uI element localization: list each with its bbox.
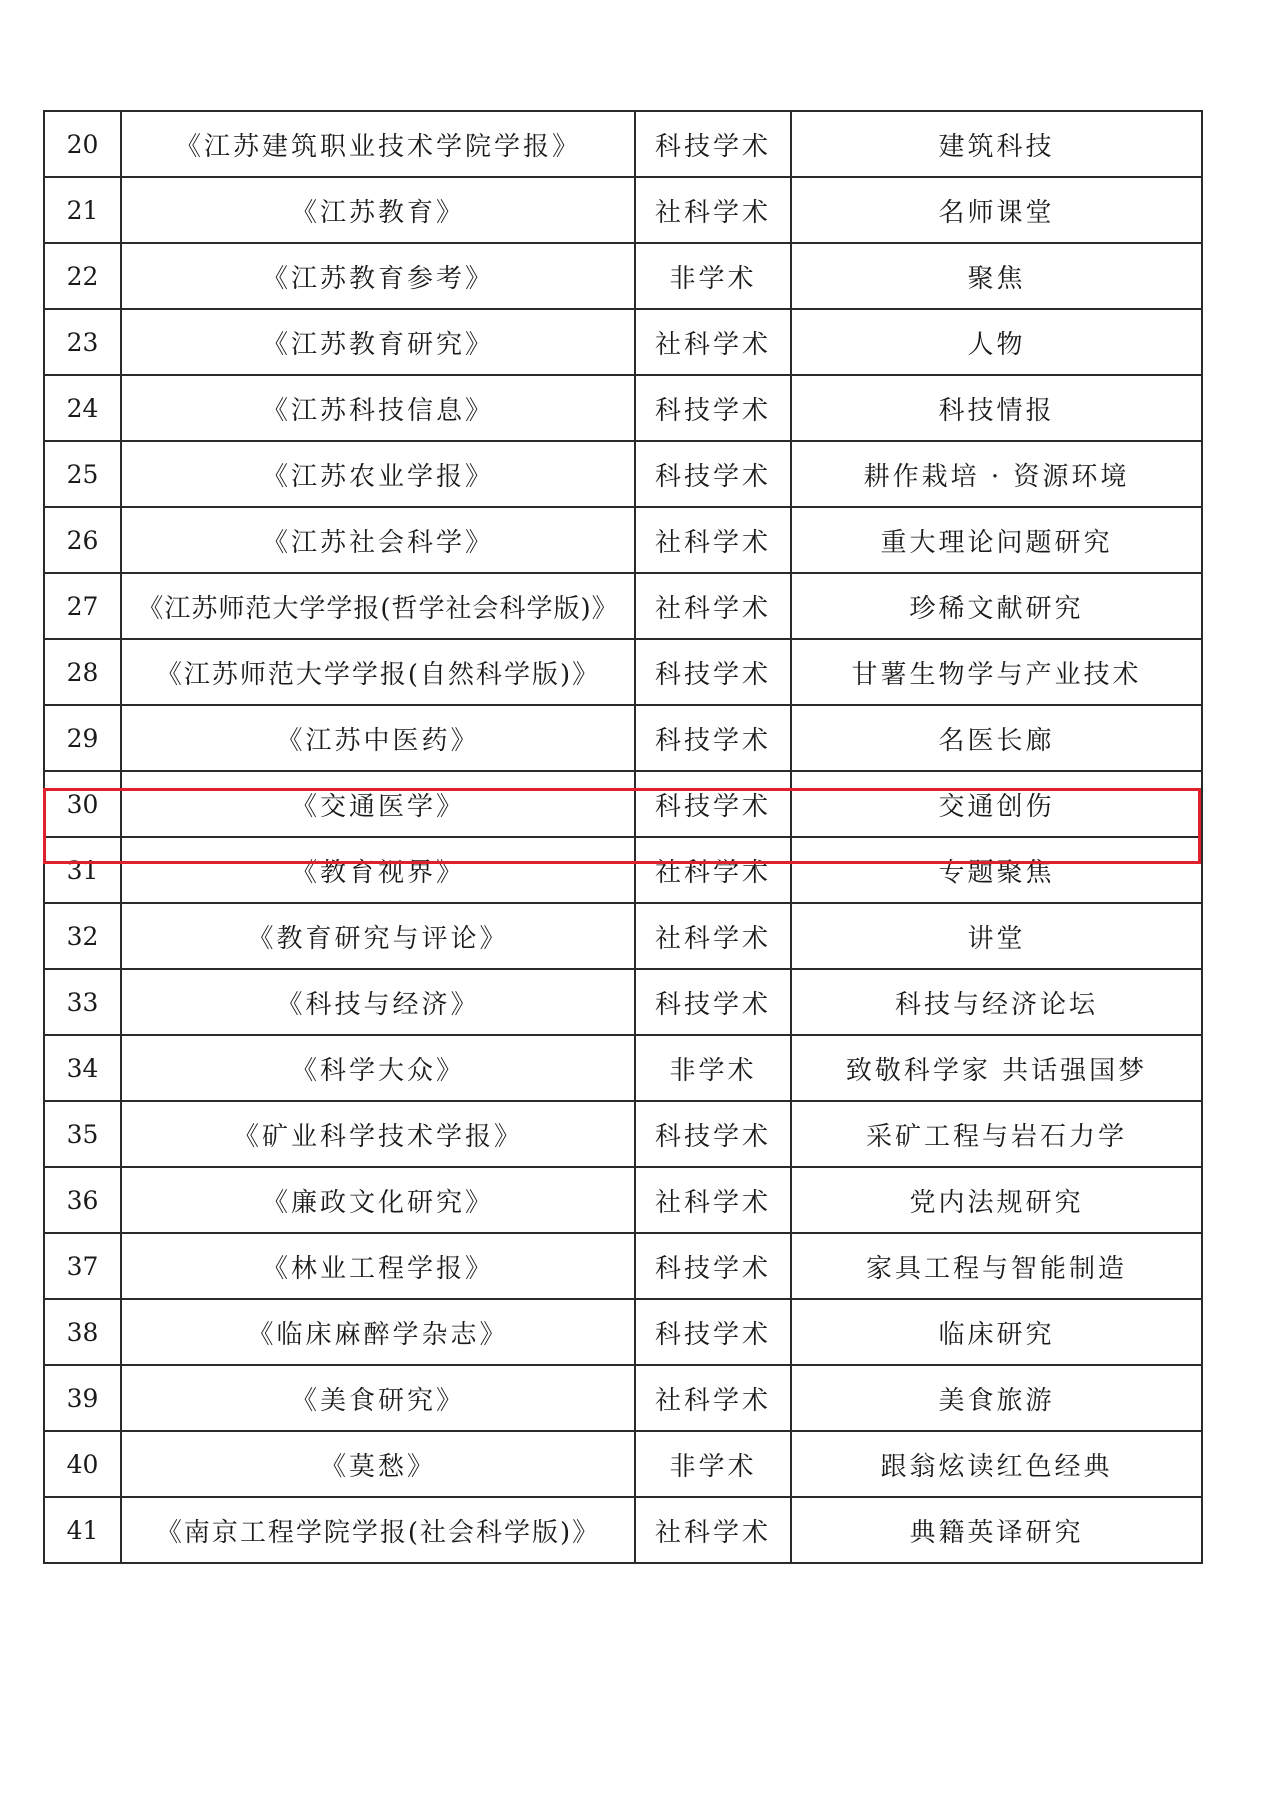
journal-category: 社科学术 bbox=[635, 177, 791, 243]
featured-column: 甘薯生物学与产业技术 bbox=[791, 639, 1202, 705]
journal-name: 《江苏师范大学学报(哲学社会科学版)》 bbox=[121, 573, 635, 639]
row-number: 32 bbox=[44, 903, 121, 969]
journal-name: 《江苏教育参考》 bbox=[121, 243, 635, 309]
featured-column: 典籍英译研究 bbox=[791, 1497, 1202, 1563]
journal-category: 社科学术 bbox=[635, 837, 791, 903]
journal-name: 《科学大众》 bbox=[121, 1035, 635, 1101]
journal-name: 《江苏农业学报》 bbox=[121, 441, 635, 507]
journal-category: 非学术 bbox=[635, 1035, 791, 1101]
journal-category: 社科学术 bbox=[635, 573, 791, 639]
row-number: 27 bbox=[44, 573, 121, 639]
journal-name: 《林业工程学报》 bbox=[121, 1233, 635, 1299]
row-number: 40 bbox=[44, 1431, 121, 1497]
journal-name: 《廉政文化研究》 bbox=[121, 1167, 635, 1233]
journal-name: 《交通医学》 bbox=[121, 771, 635, 837]
row-number: 37 bbox=[44, 1233, 121, 1299]
journal-name: 《莫愁》 bbox=[121, 1431, 635, 1497]
journal-category: 科技学术 bbox=[635, 1233, 791, 1299]
row-number: 34 bbox=[44, 1035, 121, 1101]
journal-name: 《江苏科技信息》 bbox=[121, 375, 635, 441]
journal-name: 《江苏中医药》 bbox=[121, 705, 635, 771]
featured-column: 讲堂 bbox=[791, 903, 1202, 969]
table-row bbox=[44, 1101, 1202, 1167]
row-number: 35 bbox=[44, 1101, 121, 1167]
table-row bbox=[44, 1365, 1202, 1431]
journal-category: 社科学术 bbox=[635, 1365, 791, 1431]
journal-category: 科技学术 bbox=[635, 441, 791, 507]
journal-name: 《江苏师范大学学报(自然科学版)》 bbox=[121, 639, 635, 705]
journal-name: 《科技与经济》 bbox=[121, 969, 635, 1035]
journal-category: 社科学术 bbox=[635, 507, 791, 573]
table-row bbox=[44, 1167, 1202, 1233]
row-number: 28 bbox=[44, 639, 121, 705]
featured-column: 采矿工程与岩石力学 bbox=[791, 1101, 1202, 1167]
journal-category: 社科学术 bbox=[635, 309, 791, 375]
row-number: 24 bbox=[44, 375, 121, 441]
row-number: 22 bbox=[44, 243, 121, 309]
journal-name: 《江苏教育研究》 bbox=[121, 309, 635, 375]
table-row bbox=[44, 639, 1202, 705]
featured-column: 科技情报 bbox=[791, 375, 1202, 441]
table-row bbox=[44, 441, 1202, 507]
table-row bbox=[44, 573, 1202, 639]
journal-name: 《矿业科学技术学报》 bbox=[121, 1101, 635, 1167]
journal-category: 非学术 bbox=[635, 1431, 791, 1497]
table-row-highlighted bbox=[44, 771, 1202, 837]
table-row bbox=[44, 1497, 1202, 1563]
table-row bbox=[44, 903, 1202, 969]
row-number: 26 bbox=[44, 507, 121, 573]
journal-category: 社科学术 bbox=[635, 903, 791, 969]
row-number: 25 bbox=[44, 441, 121, 507]
featured-column: 跟翁炫读红色经典 bbox=[791, 1431, 1202, 1497]
journal-category: 科技学术 bbox=[635, 771, 791, 837]
featured-column: 耕作栽培 · 资源环境 bbox=[791, 441, 1202, 507]
journal-category: 科技学术 bbox=[635, 375, 791, 441]
table-row bbox=[44, 375, 1202, 441]
featured-column: 重大理论问题研究 bbox=[791, 507, 1202, 573]
featured-column: 交通创伤 bbox=[791, 771, 1202, 837]
table-row bbox=[44, 507, 1202, 573]
featured-column: 名医长廊 bbox=[791, 705, 1202, 771]
row-number: 29 bbox=[44, 705, 121, 771]
table-row bbox=[44, 177, 1202, 243]
journal-category: 非学术 bbox=[635, 243, 791, 309]
featured-column: 人物 bbox=[791, 309, 1202, 375]
journal-name: 《江苏建筑职业技术学院学报》 bbox=[121, 111, 635, 177]
featured-column: 党内法规研究 bbox=[791, 1167, 1202, 1233]
journal-category: 科技学术 bbox=[635, 1101, 791, 1167]
journal-category: 科技学术 bbox=[635, 639, 791, 705]
row-number: 21 bbox=[44, 177, 121, 243]
table-row bbox=[44, 1431, 1202, 1497]
journal-name: 《江苏教育》 bbox=[121, 177, 635, 243]
journal-name: 《教育研究与评论》 bbox=[121, 903, 635, 969]
featured-column: 建筑科技 bbox=[791, 111, 1202, 177]
row-number: 36 bbox=[44, 1167, 121, 1233]
journal-name: 《教育视界》 bbox=[121, 837, 635, 903]
table-row bbox=[44, 111, 1202, 177]
journal-name: 《美食研究》 bbox=[121, 1365, 635, 1431]
featured-column: 珍稀文献研究 bbox=[791, 573, 1202, 639]
table-row bbox=[44, 705, 1202, 771]
table-row bbox=[44, 1233, 1202, 1299]
table-row bbox=[44, 969, 1202, 1035]
featured-column: 美食旅游 bbox=[791, 1365, 1202, 1431]
journal-name: 《临床麻醉学杂志》 bbox=[121, 1299, 635, 1365]
row-number: 20 bbox=[44, 111, 121, 177]
featured-column: 科技与经济论坛 bbox=[791, 969, 1202, 1035]
row-number: 41 bbox=[44, 1497, 121, 1563]
journal-category: 科技学术 bbox=[635, 1299, 791, 1365]
journal-table-body bbox=[44, 111, 1202, 1563]
table-row bbox=[44, 243, 1202, 309]
journal-table bbox=[43, 110, 1203, 1564]
row-number: 31 bbox=[44, 837, 121, 903]
table-row bbox=[44, 1299, 1202, 1365]
table-row bbox=[44, 837, 1202, 903]
journal-category: 社科学术 bbox=[635, 1497, 791, 1563]
row-number: 39 bbox=[44, 1365, 121, 1431]
row-number: 30 bbox=[44, 771, 121, 837]
table-row bbox=[44, 309, 1202, 375]
journal-category: 科技学术 bbox=[635, 969, 791, 1035]
featured-column: 名师课堂 bbox=[791, 177, 1202, 243]
journal-category: 科技学术 bbox=[635, 705, 791, 771]
featured-column: 家具工程与智能制造 bbox=[791, 1233, 1202, 1299]
journal-name: 《南京工程学院学报(社会科学版)》 bbox=[121, 1497, 635, 1563]
journal-category: 社科学术 bbox=[635, 1167, 791, 1233]
featured-column: 临床研究 bbox=[791, 1299, 1202, 1365]
row-number: 23 bbox=[44, 309, 121, 375]
row-number: 38 bbox=[44, 1299, 121, 1365]
journal-category: 科技学术 bbox=[635, 111, 791, 177]
row-number: 33 bbox=[44, 969, 121, 1035]
journal-name: 《江苏社会科学》 bbox=[121, 507, 635, 573]
table-row bbox=[44, 1035, 1202, 1101]
featured-column: 致敬科学家 共话强国梦 bbox=[791, 1035, 1202, 1101]
featured-column: 聚焦 bbox=[791, 243, 1202, 309]
featured-column: 专题聚焦 bbox=[791, 837, 1202, 903]
